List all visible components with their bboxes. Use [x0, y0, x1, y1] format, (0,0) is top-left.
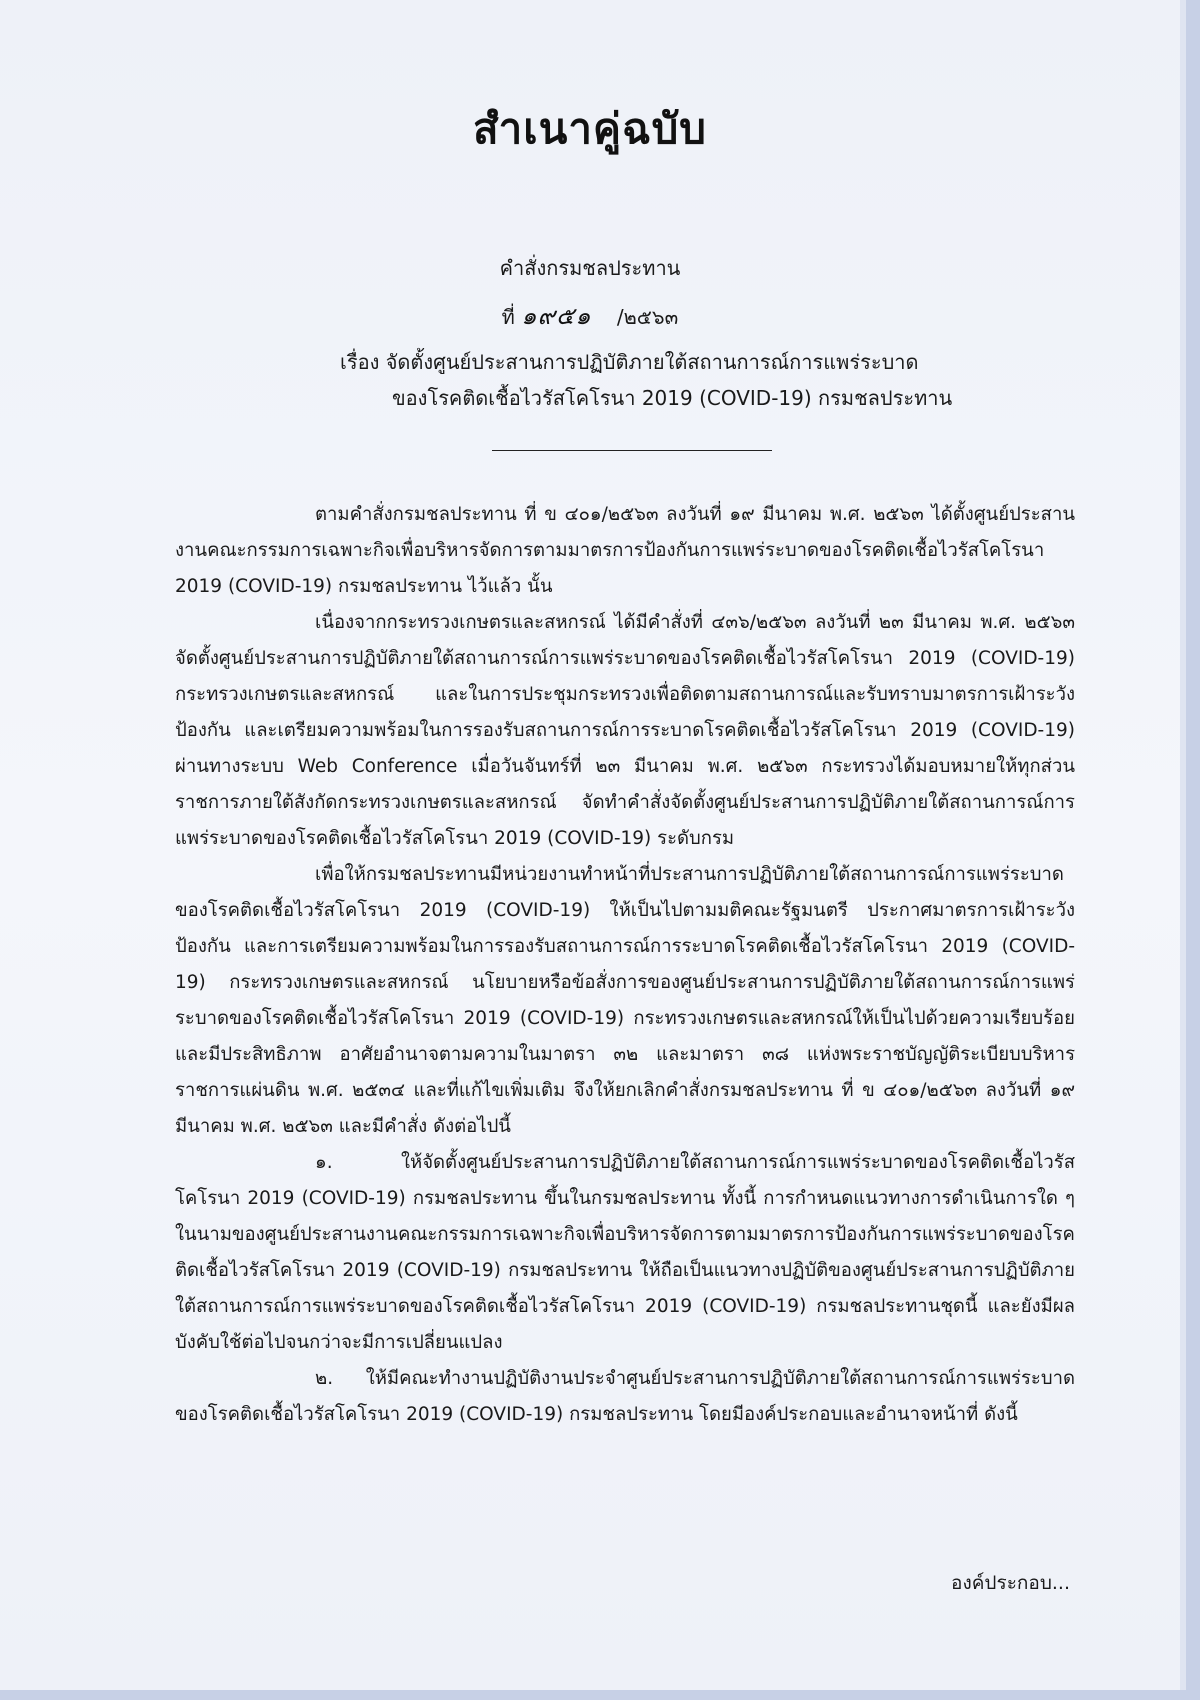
header-divider: [492, 450, 772, 451]
issuer-title: คำสั่งกรมชลประทาน: [499, 256, 681, 280]
subject-line-1: เรื่อง จัดตั้งศูนย์ประสานการปฏิบัติภายใต้สถานการณ์การแพร่ระบาด: [340, 350, 919, 374]
body-paragraph: ๒. ให้มีคณะทำงานปฏิบัติงานประจำศูนย์ประสานการปฏิบัติภายใต้สถานการณ์การแพร่ระบาดของโรคติดเชื้อไวรัสโคโรนา 2019 (COVID-19) กรมชลประทาน โดยมีองค์ประกอบและอำนาจหน้าที่ ดังนี้: [175, 1368, 1075, 1425]
subject-block: [340, 344, 960, 416]
body-paragraph: เนื่องจากกระทรวงเกษตรและสหกรณ์ ได้มีคำสั่งที่ ๔๓๖/๒๕๖๓ ลงวันที่ ๒๓ มีนาคม พ.ศ. ๒๕๖๓ จัดตั้งศูนย์ประสานการปฏิบัติภายใต้สถานการณ์การแพร่ระบาดของโรคติดเชื้อไวรัสโคโรนา 2019 (COVID-19) กระทรวงเกษตรและสหกรณ์ และในการประชุมกระทรวงเพื่อติดตามสถานการณ์และรับทราบมาตรการเฝ้าระวัง ป้องกัน และเตรียมความพร้อมในการรองรับสถานการณ์การระบาดโรคติดเชื้อไวรัสโคโรนา 2019 (COVID-19) ผ่านทางระบบ Web Conference เมื่อวันจันทร์ที่ ๒๓ มีนาคม พ.ศ. ๒๕๖๓ กระทรวงได้มอบหมายให้ทุกส่วนราชการภายใต้สังกัดกระทรวงเกษตรและสหกรณ์ จัดทำคำสั่งจัดตั้งศูนย์ประสานการปฏิบัติภายใต้สถานการณ์การแพร่ระบาดของโรคติดเชื้อไวรัสโคโรนา 2019 (COVID-19) ระดับกรม: [175, 612, 1075, 849]
copy-banner: สำเนาคู่ฉบับ: [473, 104, 707, 153]
body-paragraph: ตามคำสั่งกรมชลประทาน ที่ ข ๔๐๑/๒๕๖๓ ลงวันที่ ๑๙ มีนาคม พ.ศ. ๒๕๖๓ ได้ตั้งศูนย์ประสานงานคณะกรรมการเฉพาะกิจเพื่อบริหารจัดการตามมาตรการป้องกันการแพร่ระบาดของโรคติดเชื้อไวรัสโคโรนา 2019 (COVID-19) กรมชลประทาน ไว้แล้ว นั้น: [175, 504, 1075, 597]
body-paragraph: ๑. ให้จัดตั้งศูนย์ประสานการปฏิบัติภายใต้สถานการณ์การแพร่ระบาดของโรคติดเชื้อไวรัสโคโรนา 2019 (COVID-19) กรมชลประทาน ขึ้นในกรมชลประทาน ทั้งนี้ การกำหนดแนวทางการดำเนินการใด ๆ ในนามของศูนย์ประสานงานคณะกรรมการเฉพาะกิจเพื่อบริหารจัดการตามมาตรการป้องกันการแพร่ระบาดของโรคติดเชื้อไวรัสโคโรนา 2019 (COVID-19) กรมชลประทาน ให้ถือเป็นแนวทางปฏิบัติของศูนย์ประสานการปฏิบัติภายใต้สถานการณ์การแพร่ระบาดของโรคติดเชื้อไวรัสโคโรนา 2019 (COVID-19) กรมชลประทานชุดนี้ และยังมีผลบังคับใช้ต่อไปจนกว่าจะมีการเปลี่ยนแปลง: [175, 1152, 1075, 1353]
order-number-handwritten: ๑๙๕๑: [521, 302, 592, 330]
body-paragraph: เพื่อให้กรมชลประทานมีหน่วยงานทำหน้าที่ประสานการปฏิบัติภายใต้สถานการณ์การแพร่ระบาดของโรคติดเชื้อไวรัสโคโรนา 2019 (COVID-19) ให้เป็นไปตามมติคณะรัฐมนตรี ประกาศมาตรการเฝ้าระวัง ป้องกัน และการเตรียมความพร้อมในการรองรับสถานการณ์การระบาดโรคติดเชื้อไวรัสโคโรนา 2019 (COVID-19) กระทรวงเกษตรและสหกรณ์ นโยบายหรือข้อสั่งการของศูนย์ประสานการปฏิบัติภายใต้สถานการณ์การแพร่ระบาดของโรคติดเชื้อไวรัสโคโรนา 2019 (COVID-19) กระทรวงเกษตรและสหกรณ์ให้เป็นไปด้วยความเรียบร้อยและมีประสิทธิภาพ อาศัยอำนาจตามความในมาตรา ๓๒ และมาตรา ๓๘ แห่งพระราชบัญญัติระเบียบบริหารราชการแผ่นดิน พ.ศ. ๒๕๓๔ และที่แก้ไขเพิ่มเติม จึงให้ยกเลิกคำสั่งกรมชลประทาน ที่ ข ๔๐๑/๒๕๖๓ ลงวันที่ ๑๙ มีนาคม พ.ศ. ๒๕๖๓ และมีคำสั่ง ดังต่อไปนี้: [175, 864, 1075, 1137]
order-number: [0, 296, 1180, 335]
order-body: [175, 497, 1075, 1433]
subject-line-2: ของโรคติดเชื้อไวรัสโคโรนา 2019 (COVID-19) กรมชลประทาน: [392, 386, 953, 410]
order-prefix: ที่: [501, 305, 515, 329]
continuation-marker: องค์ประกอบ...: [951, 1572, 1070, 1594]
order-year: /๒๕๖๓: [616, 305, 679, 329]
